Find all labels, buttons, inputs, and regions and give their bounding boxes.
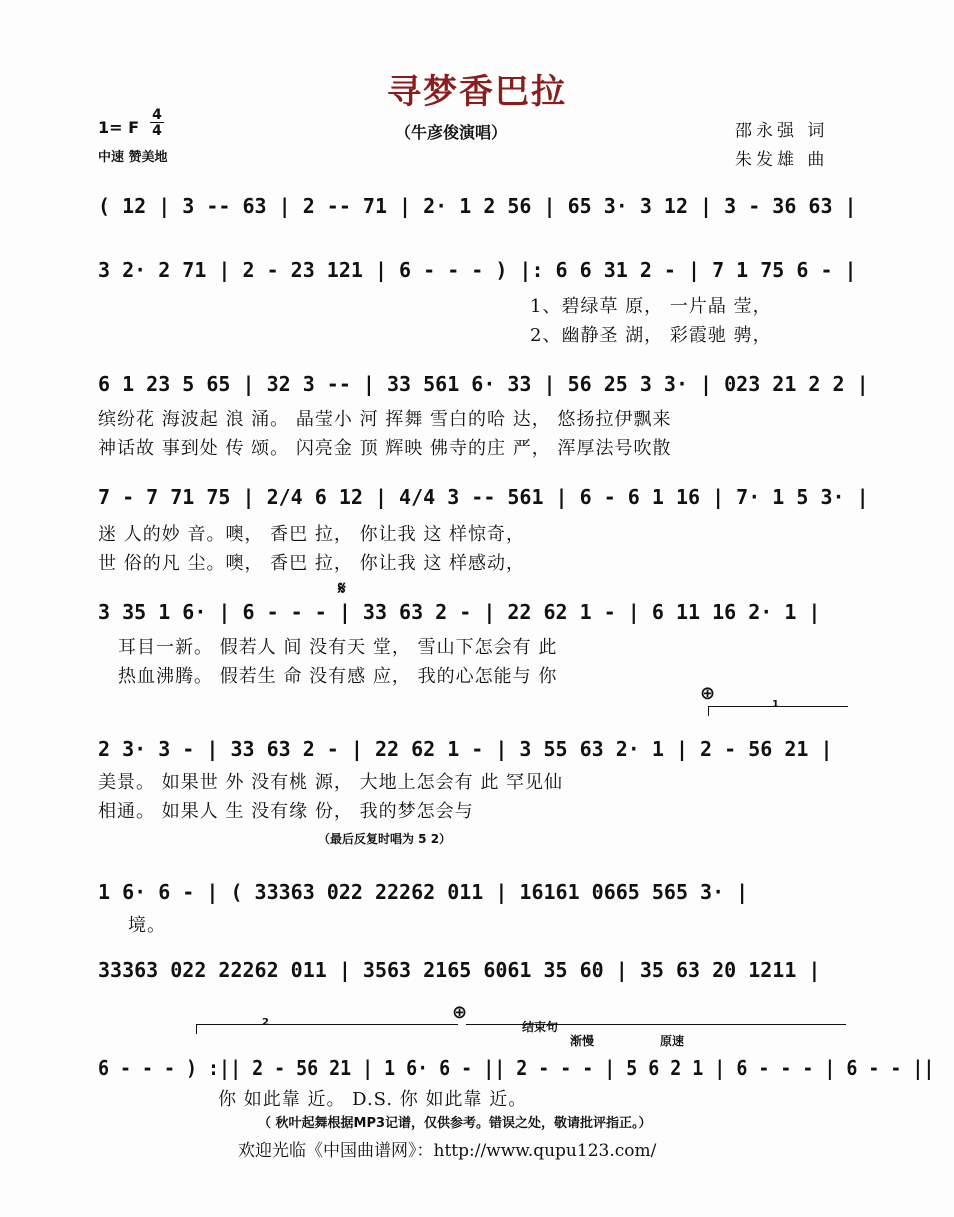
lyricist: 邵永强 词: [735, 121, 829, 141]
score-row-3: 6 1 23 5 65 | 32 3 -- | 33 561 6· 33 | 56 25 3 3· | 023 21 2 2 |: [98, 372, 869, 396]
footnote: （ 秋叶起舞根据MP3记谱，仅供参考。错误之处，敬请批评指正。）: [258, 1116, 652, 1131]
time-denominator: 4: [152, 123, 162, 139]
last-repeat-note: （最后反复时唱为 5 2）: [318, 832, 452, 846]
time-numerator: 4: [152, 107, 162, 123]
score-row-5: 3 35 1 6· | 6 - - - | 33 63 2 - | 22 62 1 - | 6 11 16 2· 1 |: [98, 600, 821, 624]
page-title: 寻梦香巴拉: [387, 72, 567, 112]
volta-2-line: [196, 1024, 458, 1025]
segno-icon: 𝄋: [338, 578, 346, 599]
lyrics-row-9: 你 如此靠 近。 D.S. 你 如此靠 近。: [218, 1089, 528, 1110]
composer: 朱发雄 曲: [735, 150, 829, 170]
lyrics-row-5-verse-2: 热血沸腾。 假若生 命 没有感 应， 我的心怎能与 你: [118, 666, 558, 687]
ritardando-mark: 渐慢: [570, 1034, 595, 1048]
lyrics-row-6-verse-2: 相通。 如果人 生 没有缘 份， 我的梦怎会与: [98, 801, 474, 822]
key-signature: 1= F: [98, 118, 140, 137]
score-row-6: 2 3· 3 - | 33 63 2 - | 22 62 1 - | 3 55 63 2· 1 | 2 - 56 21 |: [98, 737, 833, 761]
time-signature: [150, 108, 164, 138]
score-row-1: ( 12 | 3 -- 63 | 2 -- 71 | 2· 1 2 56 | 65 3· 3 12 | 3 - 36 63 |: [98, 194, 857, 218]
website-link[interactable]: 欢迎光临《中国曲谱网》：http://www.qupu123.com/: [238, 1141, 657, 1161]
lyrics-row-5-verse-1: 耳目一新。 假若人 间 没有天 堂， 雪山下怎会有 此: [118, 637, 558, 658]
lyrics-row-7: 境。: [128, 915, 166, 936]
coda-icon: ⊕: [700, 683, 716, 704]
volta-2-number: 2: [262, 1017, 269, 1028]
lyrics-row-3-verse-1: 缤纷花 海波起 浪 涌。 晶莹小 河 挥舞 雪白的哈 达， 悠扬拉伊飘来: [98, 409, 672, 430]
lyrics-row-2-verse-1: 1、碧绿草 原， 一片晶 莹，: [530, 296, 772, 317]
score-row-8: 33363 022 22262 011 | 3563 2165 6061 35 60 | 35 63 20 1211 |: [98, 958, 821, 982]
volta-1-number: 1: [772, 699, 779, 710]
score-row-7: 1 6· 6 - | ( 33363 022 22262 011 | 16161 0665 565 3· |: [98, 880, 749, 904]
lyrics-row-3-verse-2: 神话故 事到处 传 颂。 闪亮金 顶 辉映 佛寺的庄 严， 浑厚法号吹散: [98, 438, 672, 459]
score-row-2: 3 2· 2 71 | 2 - 23 121 | 6 - - - ) |: 6 6 31 2 - | 7 1 75 6 - |: [98, 258, 857, 282]
score-row-4: 7 - 7 71 75 | 2/4 6 12 | 4/4 3 -- 561 | 6 - 6 1 16 | 7· 1 5 3· |: [98, 485, 869, 509]
lyrics-row-2-verse-2: 2、幽静圣 湖， 彩霞驰 骋，: [530, 325, 772, 346]
lyrics-row-4-verse-1: 迷 人的妙 音。噢， 香巴 拉， 你让我 这 样惊奇，: [98, 524, 526, 545]
a-tempo-mark: 原速: [660, 1034, 685, 1048]
ending-mark: 结束句: [522, 1020, 559, 1034]
score-row-9: 6 - - - ) :|| 2 - 56 21 | 1 6· 6 - || 2 - - - | 5 6 2 1 | 6 - - - | 6 - - ||: [98, 1056, 935, 1080]
tempo-marking: 中速 赞美地: [98, 150, 168, 165]
performer: （牛彦俊演唱）: [395, 123, 508, 142]
volta-1-tick: [708, 706, 709, 716]
coda-icon-2: ⊕: [452, 1002, 468, 1023]
lyrics-row-4-verse-2: 世 俗的凡 尘。噢， 香巴 拉， 你让我 这 样感动，: [98, 553, 526, 574]
lyrics-row-6-verse-1: 美景。 如果世 外 没有桃 源， 大地上怎会有 此 罕见仙: [98, 772, 564, 793]
volta-2-tick: [196, 1024, 197, 1034]
